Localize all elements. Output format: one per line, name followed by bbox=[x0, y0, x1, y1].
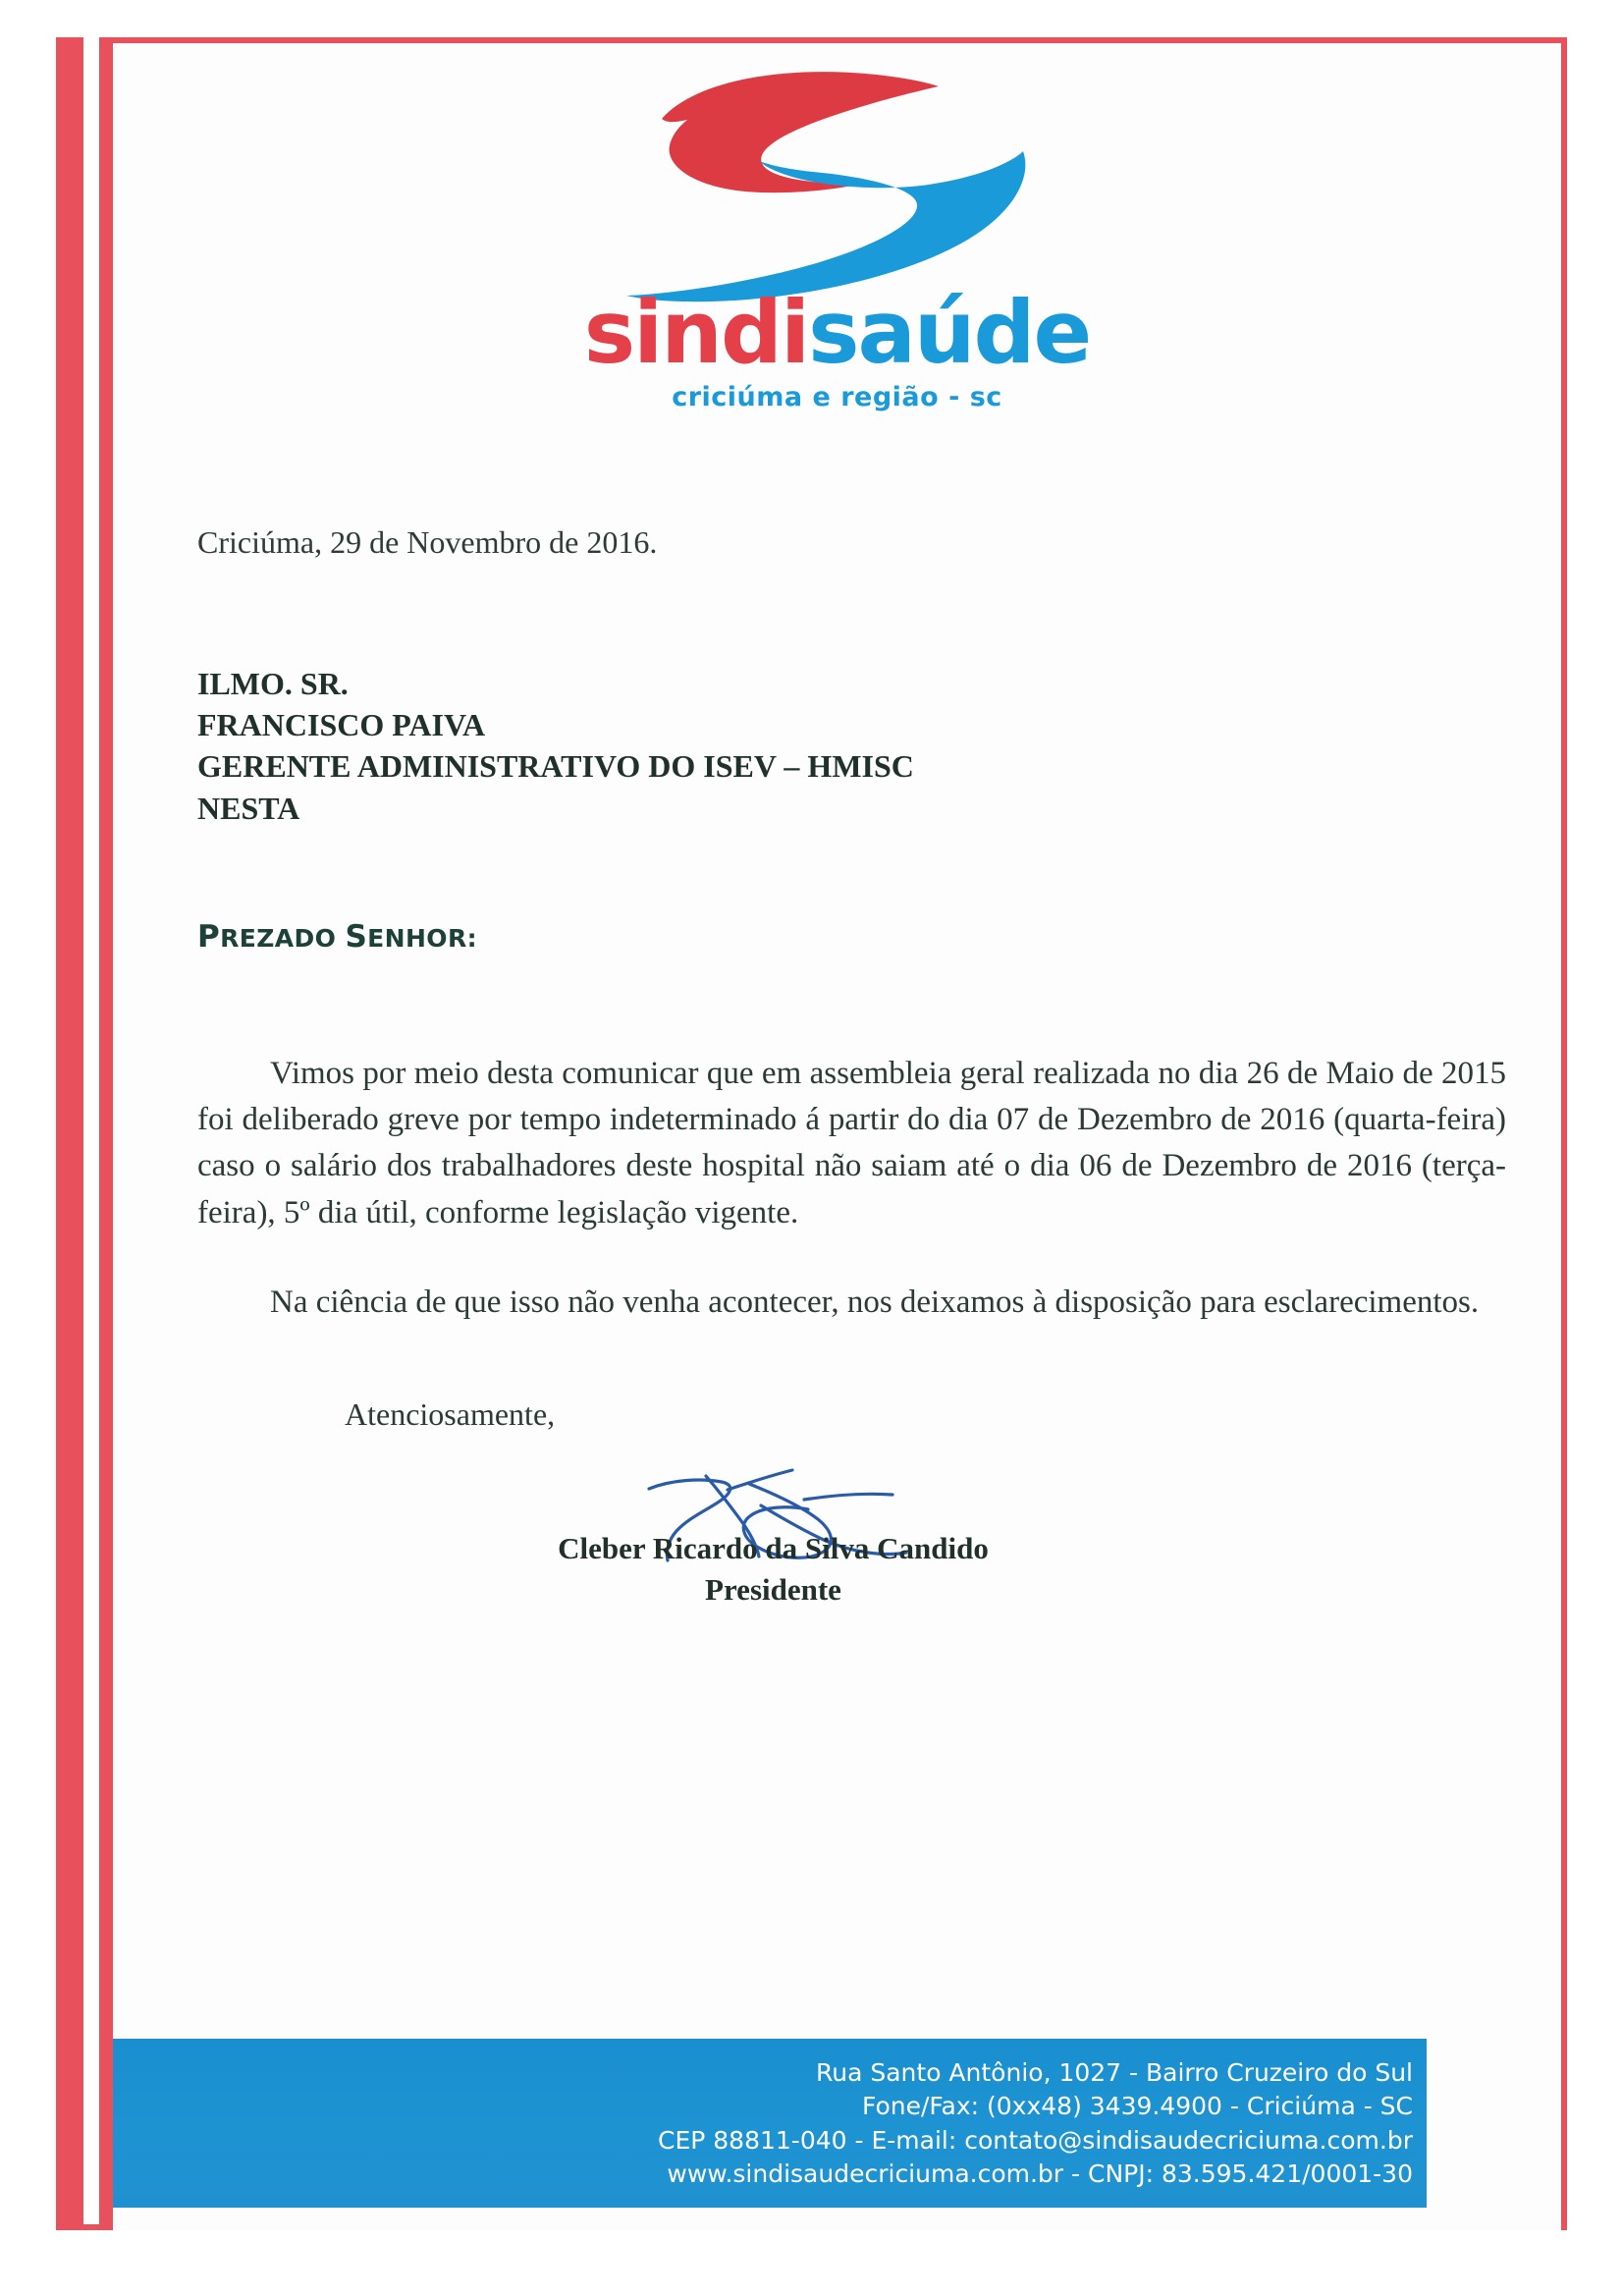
salutation-cap-p: P bbox=[197, 918, 221, 955]
letterhead-logo bbox=[113, 55, 1561, 412]
signer-name: Cleber Ricardo da Silva Candido bbox=[558, 1530, 989, 1565]
paragraph-1: Vimos por meio desta comunicar que em assembleia geral realizada no dia 26 de Maio de 2015 foi deliberado greve por tempo indeterminado á partir do dia 07 de Dezembro de 2016 (quarta-feira) caso o salário dos trabalhadores deste hospital não saiam até o dia 06 de Dezembro de 2016 (terça-feira), 5º dia útil, conforme legislação vigente. bbox=[197, 1055, 1506, 1230]
salutation bbox=[197, 919, 1506, 955]
date-line: Criciúma, 29 de Novembro de 2016. bbox=[197, 524, 658, 560]
letter-content bbox=[113, 43, 1561, 2230]
frame-bottom-outer-line bbox=[56, 2224, 103, 2230]
closing-line: Atenciosamente, bbox=[345, 1395, 556, 1432]
frame-right-line bbox=[1561, 37, 1567, 2230]
recipient-line-2: FRANCISCO PAIVA bbox=[197, 707, 486, 743]
wordmark-sindi: sindi bbox=[583, 282, 809, 383]
recipient-line-1: ILMO. SR. bbox=[197, 666, 349, 701]
footer-phone: Fone/Fax: (0xx48) 3439.4900 - Criciúma - SC bbox=[862, 2092, 1413, 2121]
letter-body bbox=[197, 524, 1506, 1608]
paragraph-2: Na ciência de que isso não venha acontecer, nos deixamos à disposição para esclarecimentos. bbox=[270, 1284, 1480, 1320]
wordmark-tagline: criciúma e região - sc bbox=[672, 382, 1002, 412]
salutation-rest-1: REZADO bbox=[220, 923, 346, 953]
salutation-cap-s: S bbox=[345, 918, 368, 955]
recipient-block bbox=[197, 663, 1506, 829]
wordmark bbox=[113, 282, 1561, 383]
signature-block bbox=[197, 1447, 1506, 1608]
frame-left-outer-bar bbox=[56, 37, 83, 2230]
wordmark-saude: saúde bbox=[808, 282, 1091, 383]
footer-cep-email: CEP 88811-040 - E-mail: contato@sindisaudecriciuma.com.br bbox=[658, 2125, 1413, 2155]
frame-left-inner-bar bbox=[99, 37, 113, 2230]
footer-address: Rua Santo Antônio, 1027 - Bairro Cruzeiro do Sul bbox=[816, 2058, 1413, 2087]
recipient-line-4: NESTA bbox=[197, 790, 300, 826]
salutation-rest-2: ENHOR: bbox=[367, 923, 477, 953]
swoosh-s-logo-icon bbox=[626, 55, 1049, 305]
signer-title: Presidente bbox=[705, 1571, 841, 1607]
footer-website-cnpj: www.sindisaudecriciuma.com.br - CNPJ: 83.595.421/0001-30 bbox=[667, 2159, 1413, 2188]
recipient-line-3: GERENTE ADMINISTRATIVO DO ISEV – HMISC bbox=[197, 748, 914, 785]
contact-footer bbox=[113, 2039, 1427, 2208]
